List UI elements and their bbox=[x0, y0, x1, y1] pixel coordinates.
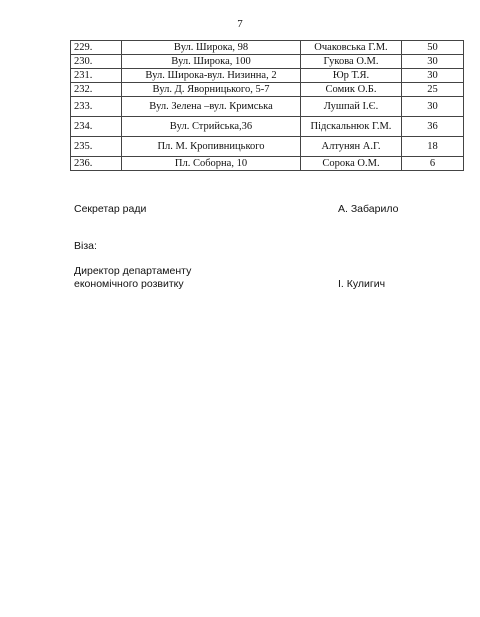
row-address: Вул. Д. Яворницького, 5-7 bbox=[122, 83, 301, 97]
row-person: Гукова О.М. bbox=[301, 55, 402, 69]
table-row bbox=[71, 117, 464, 137]
row-number: 229. bbox=[71, 41, 122, 55]
table-row bbox=[71, 157, 464, 171]
row-number: 230. bbox=[71, 55, 122, 69]
row-address: Вул. Широка, 100 bbox=[122, 55, 301, 69]
row-number: 232. bbox=[71, 83, 122, 97]
row-address: Пл. Соборна, 10 bbox=[122, 157, 301, 171]
table-row bbox=[71, 41, 464, 55]
table-row bbox=[71, 137, 464, 157]
row-value: 36 bbox=[402, 117, 464, 137]
table-row bbox=[71, 83, 464, 97]
row-address: Пл. М. Кропивницького bbox=[122, 137, 301, 157]
row-person: Сорока О.М. bbox=[301, 157, 402, 171]
table-row bbox=[71, 55, 464, 69]
row-value: 30 bbox=[402, 97, 464, 117]
row-person: Алтунян А.Г. bbox=[301, 137, 402, 157]
director-title-line1: Директор департаменту bbox=[74, 265, 192, 277]
table-row bbox=[71, 97, 464, 117]
secretary-name: А. Забарило bbox=[338, 203, 399, 215]
row-value: 25 bbox=[402, 83, 464, 97]
row-value: 30 bbox=[402, 55, 464, 69]
row-number: 236. bbox=[71, 157, 122, 171]
row-value: 6 bbox=[402, 157, 464, 171]
secretary-label: Секретар ради bbox=[74, 203, 147, 215]
row-value: 30 bbox=[402, 69, 464, 83]
row-person: Лушпай І.Є. bbox=[301, 97, 402, 117]
row-number: 235. bbox=[71, 137, 122, 157]
visa-label: Віза: bbox=[74, 240, 97, 252]
row-person: Юр Т.Я. bbox=[301, 69, 402, 83]
row-address: Вул. Широка-вул. Низинна, 2 bbox=[122, 69, 301, 83]
row-person: Очаковська Г.М. bbox=[301, 41, 402, 55]
row-address: Вул. Широка, 98 bbox=[122, 41, 301, 55]
row-value: 18 bbox=[402, 137, 464, 157]
row-number: 233. bbox=[71, 97, 122, 117]
row-person: Сомик О.Б. bbox=[301, 83, 402, 97]
row-address: Вул. Зелена –вул. Кримська bbox=[122, 97, 301, 117]
row-value: 50 bbox=[402, 41, 464, 55]
row-number: 231. bbox=[71, 69, 122, 83]
row-number: 234. bbox=[71, 117, 122, 137]
row-person: Підскальнюк Г.М. bbox=[301, 117, 402, 137]
page-number: 7 bbox=[237, 18, 243, 30]
allocation-table bbox=[70, 40, 464, 171]
director-title-line2: економічного розвитку bbox=[74, 278, 184, 290]
row-address: Вул. Стрийська,36 bbox=[122, 117, 301, 137]
director-name: І. Кулигич bbox=[338, 278, 386, 290]
table-row bbox=[71, 69, 464, 83]
